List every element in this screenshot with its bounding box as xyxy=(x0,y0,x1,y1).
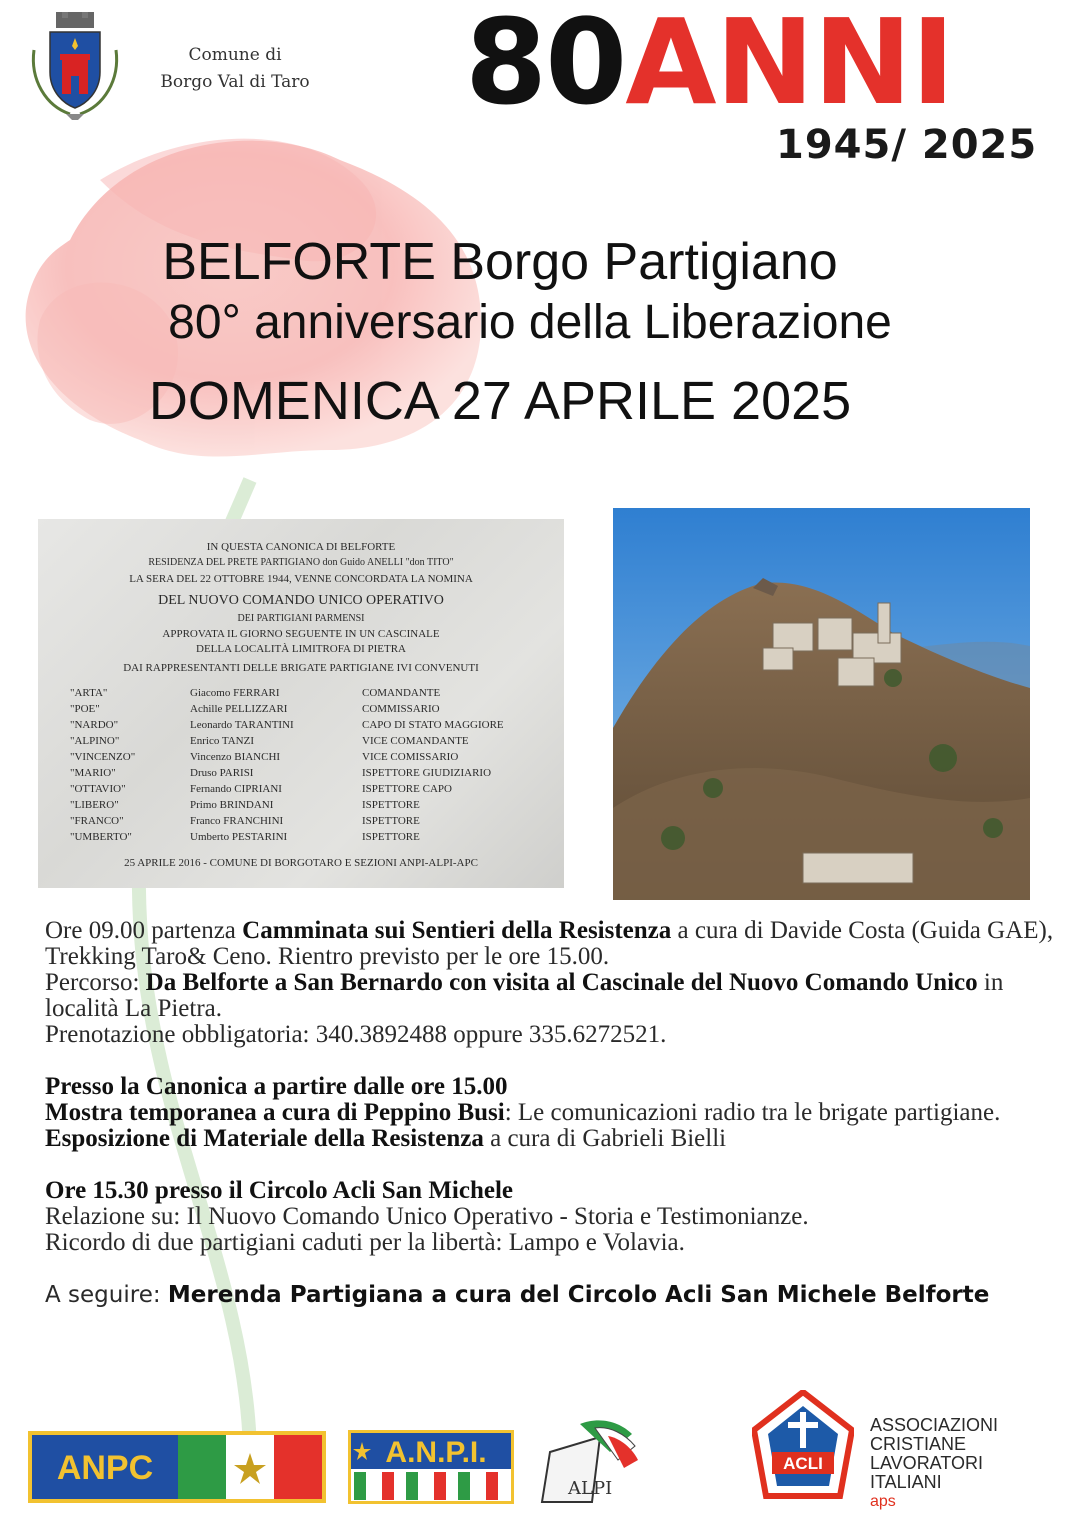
program-walk: Ore 09.00 partenza Camminata sui Sentieri della Resistenza a cura di Davide Costa (Guida GAE), Trekking Taro& Ceno. Rientro previsto per le ore 15.00. xyxy=(45,917,1054,970)
alpi-label: ALPI xyxy=(568,1478,613,1499)
comune-line-1: Comune di xyxy=(188,45,282,65)
plaque-footer: 25 APRILE 2016 - COMUNE DI BORGOTARO E SEZIONI ANPI-ALPI-APC xyxy=(124,857,478,869)
comune-name xyxy=(150,42,320,96)
belforte-village-photo xyxy=(613,508,1030,900)
program-memorial: Ricordo di due partigiani caduti per la libertà: Lampo e Volavia. xyxy=(45,1229,685,1256)
acli-badge-label: ACLI xyxy=(783,1454,823,1473)
big-word: ANNI xyxy=(625,0,954,131)
anpi-logo xyxy=(348,1430,514,1504)
plaque-row: "POE" Achille PELLIZZARI COMMISSARIO xyxy=(70,703,440,715)
acli-line: LAVORATORI xyxy=(870,1453,984,1473)
plaque-line: IN QUESTA CANONICA DI BELFORTE xyxy=(206,541,396,553)
plaque-row: "LIBERO" Primo BRINDANI ISPETTORE xyxy=(70,799,420,811)
event-title: BELFORTE Borgo Partigiano xyxy=(162,233,838,291)
plaque-row: "OTTAVIO" Fernando CIPRIANI ISPETTORE CAPO xyxy=(70,783,452,795)
big-number: 80 xyxy=(465,0,626,131)
plaque-line: DEL NUOVO COMANDO UNICO OPERATIVO xyxy=(158,593,444,608)
program-materials: Esposizione di Materiale della Resistenza a cura di Gabrieli Bielli xyxy=(45,1125,727,1152)
program-route: Percorso: Da Belforte a San Bernardo con visita al Cascinale del Nuovo Comando Unico in località La Pietra. xyxy=(45,969,1004,1022)
alpi-logo xyxy=(540,1412,642,1506)
comune-line-2: Borgo Val di Taro xyxy=(160,72,310,92)
acli-name xyxy=(870,1416,998,1511)
plaque-row: "ALPINO" Enrico TANZI VICE COMANDANTE xyxy=(70,735,469,747)
program-talk: Relazione su: Il Nuovo Comando Unico Operativo - Storia e Testimonianze. xyxy=(45,1203,809,1230)
program-booking: Prenotazione obbligatoria: 340.3892488 oppure 335.6272521. xyxy=(45,1021,667,1048)
anniversary-heading xyxy=(465,0,954,132)
plaque-row: "ARTA" Giacomo FERRARI COMANDANTE xyxy=(70,687,441,699)
plaque-line: RESIDENZA DEL PRETE PARTIGIANO don Guido ANELLI "don TITO" xyxy=(148,557,454,568)
acli-line: ASSOCIAZIONI xyxy=(870,1415,999,1435)
event-program xyxy=(45,918,1055,1308)
years-range: 1945/ 2025 xyxy=(776,122,1038,168)
plaque-line: DAI RAPPRESENTANTI DELLE BRIGATE PARTIGIANE IVI CONVENUTI xyxy=(123,662,479,674)
municipal-coat-of-arms xyxy=(26,10,124,122)
program-exhibition: Mostra temporanea a cura di Peppino Busi: Le comunicazioni radio tra le brigate partigiane. xyxy=(45,1099,1001,1126)
plaque-line: LA SERA DEL 22 OTTOBRE 1944, VENNE CONCORDATA LA NOMINA xyxy=(129,573,473,585)
acli-aps: aps xyxy=(870,1493,896,1510)
acli-line: CRISTIANE xyxy=(870,1434,967,1454)
program-circolo: Ore 15.30 presso il Circolo Acli San Michele xyxy=(45,1177,514,1204)
plaque-row: "NARDO" Leonardo TARANTINI CAPO DI STATO MAGGIORE xyxy=(70,719,504,731)
plaque-row: "FRANCO" Franco FRANCHINI ISPETTORE xyxy=(70,815,420,827)
anpc-label: ANPC xyxy=(56,1449,154,1487)
anpc-logo xyxy=(28,1431,326,1503)
commemorative-plaque xyxy=(38,519,564,888)
plaque-line: APPROVATA IL GIORNO SEGUENTE IN UN CASCINALE xyxy=(162,628,440,640)
acli-logo xyxy=(752,1390,854,1502)
plaque-line: DEI PARTIGIANI PARMENSI xyxy=(237,613,365,624)
plaque-row: "MARIO" Druso PARISI ISPETTORE GIUDIZIARIO xyxy=(70,767,492,779)
plaque-row: "UMBERTO" Umberto PESTARINI ISPETTORE xyxy=(70,831,420,843)
event-subtitle: 80° anniversario della Liberazione xyxy=(168,296,892,349)
plaque-line: DELLA LOCALITÀ LIMITROFA DI PIETRA xyxy=(196,643,406,655)
event-date: DOMENICA 27 APRILE 2025 xyxy=(148,371,852,431)
program-snack: A seguire: Merenda Partigiana a cura del Circolo Acli San Michele Belforte xyxy=(45,1282,990,1308)
plaque-row: "VINCENZO" Vincenzo BIANCHI VICE COMISSARIO xyxy=(70,751,459,763)
anpi-label: A.N.P.I. xyxy=(385,1436,487,1469)
program-canonica: Presso la Canonica a partire dalle ore 15.00 xyxy=(45,1073,508,1100)
acli-line: ITALIANI xyxy=(870,1472,942,1492)
